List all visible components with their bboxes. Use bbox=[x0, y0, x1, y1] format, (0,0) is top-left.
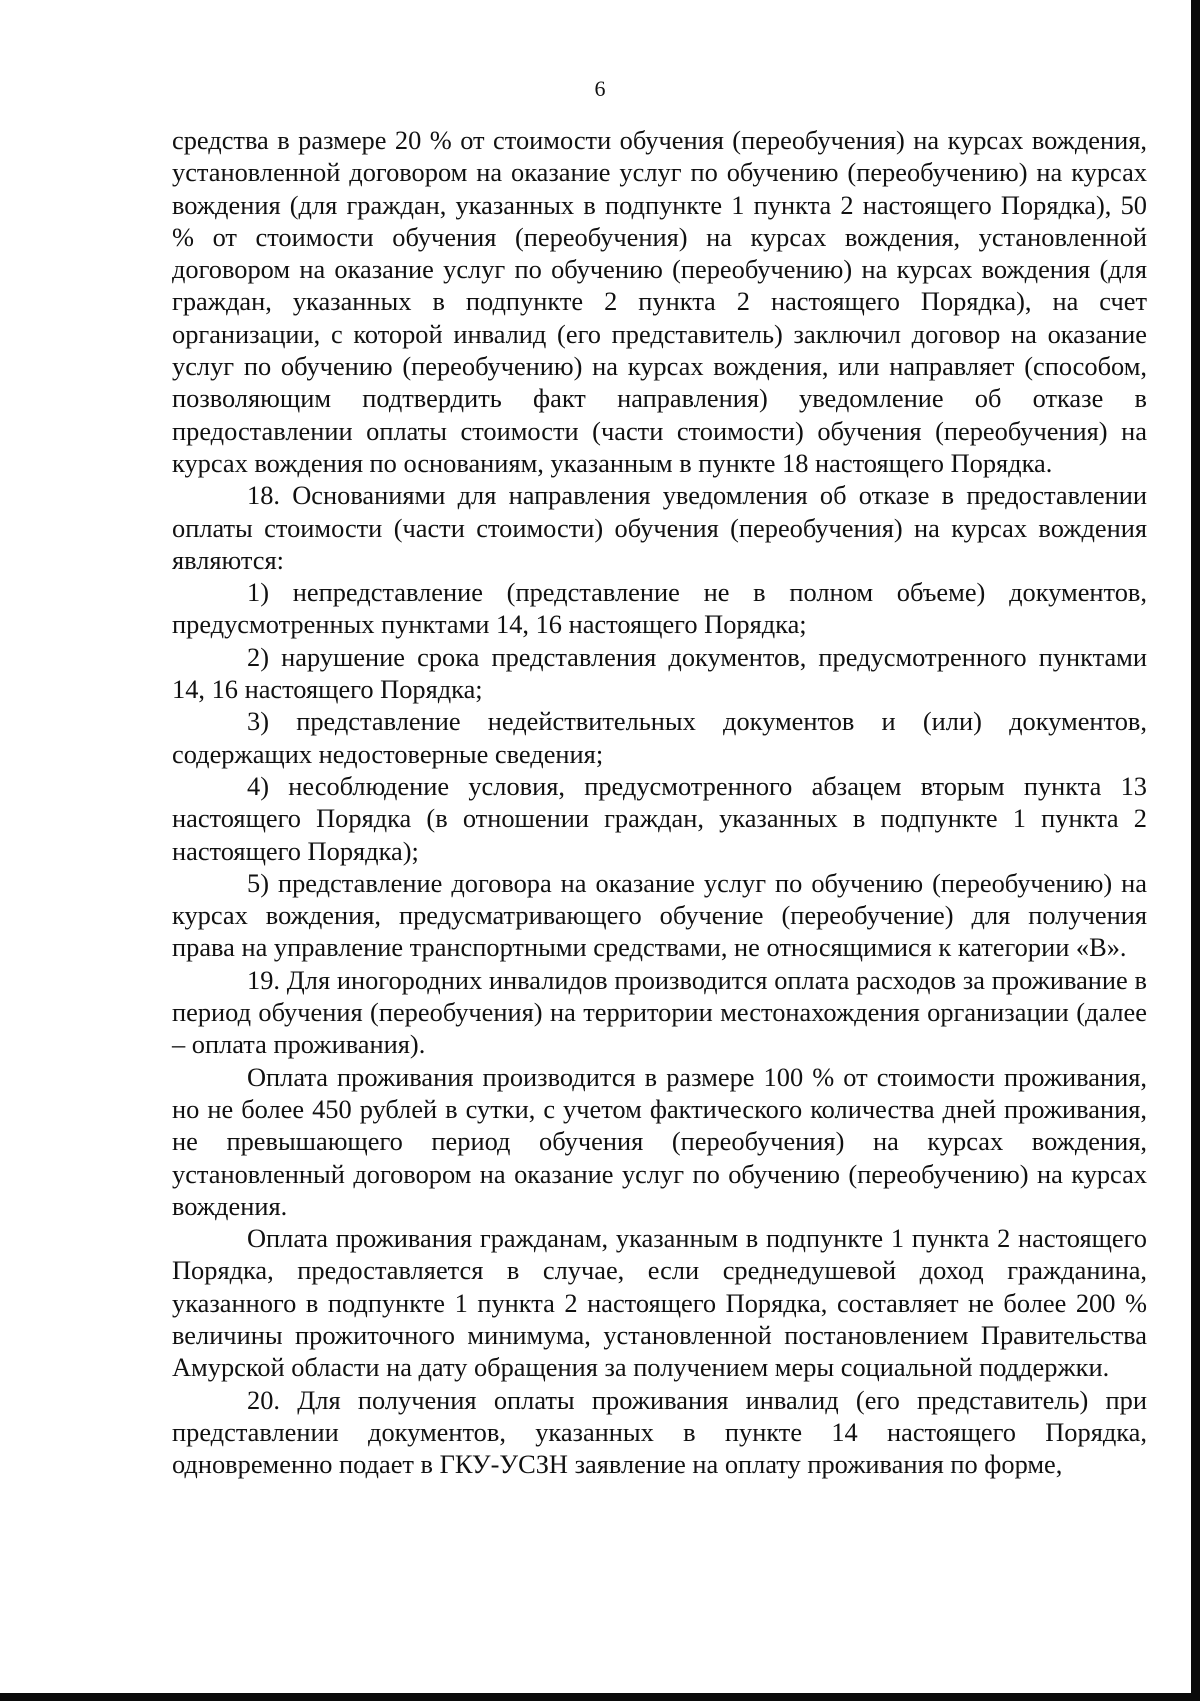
paragraph-accommodation-condition: Оплата проживания гражданам, указанным в подпункте 1 пункта 2 настоящего Порядка, предоставляется в случае, если среднедушевой доход гражданина, указанного в подпункте 1 пункта 2 настоящего Порядка, составляет не более 200 % величины прожиточного минимума, установленной постановлением Правительства Амурской области на дату обращения за получением меры социальной поддержки. bbox=[172, 1223, 1147, 1383]
paragraph-item-18: 18. Основаниями для направления уведомления об отказе в предоставлении оплаты стоимости (части стоимости) обучения (переобучения) на курсах вождения являются: bbox=[172, 480, 1147, 575]
list-item-4: 4) несоблюдение условия, предусмотренного абзацем вторым пункта 13 настоящего Порядка (в отношении граждан, указанных в подпункте 1 пункта 2 настоящего Порядка); bbox=[172, 770, 1147, 866]
scan-border-right bbox=[1191, 0, 1200, 1701]
paragraph-accommodation-amount: Оплата проживания производится в размере 100 % от стоимости проживания, но не более 450 рублей в сутки, с учетом фактического количества дней проживания, не превышающего период обучения (переобучения) на курсах вождения, установленный договором на оказание услуг по обучению (переобучению) на курсах вождения. bbox=[172, 1061, 1147, 1221]
paragraph-item-20: 20. Для получения оплаты проживания инвалид (его представитель) при представлении документов, указанных в пункте 14 настоящего Порядка, одновременно подает в ГКУ-УСЗН заявление на оплату проживания по форме, bbox=[172, 1384, 1147, 1480]
paragraph-item-19: 19. Для иногородних инвалидов производится оплата расходов за проживание в период обучения (переобучения) на территории местонахождения организации (далее – оплата проживания). bbox=[172, 964, 1147, 1060]
page-number: 6 bbox=[594, 76, 606, 101]
document-body bbox=[172, 124, 1147, 1480]
list-item-3: 3) представление недействительных документов и (или) документов, содержащих недостоверные сведения; bbox=[172, 706, 1147, 769]
scan-border-bottom bbox=[0, 1693, 1200, 1701]
list-item-5: 5) представление договора на оказание услуг по обучению (переобучению) на курсах вождения, предусматривающего обучение (переобучение) для получения права на управление транспортными средствами, не относящимися к категории «В». bbox=[172, 867, 1147, 963]
paragraph-continuation: средства в размере 20 % от стоимости обучения (переобучения) на курсах вождения, установленной договором на оказание услуг по обучению (переобучению) на курсах вождения (для граждан, указанных в подпункте 1 пункта 2 настоящего Порядка), 50 % от стоимости обучения (переобучения) на курсах вождения, установленной договором на оказание услуг по обучению (переобучению) на курсах вождения (для граждан, указанных в подпункте 2 пункта 2 настоящего Порядка), на счет организации, с которой инвалид (его представитель) заключил договор на оказание услуг по обучению (переобучению) на курсах вождения, или направляет (способом, позволяющим подтвердить факт направления) уведомление об отказе в предоставлении оплаты стоимости (части стоимости) обучения (переобучения) на курсах вождения по основаниям, указанным в пункте 18 настоящего Порядка. bbox=[172, 125, 1147, 478]
list-item-2: 2) нарушение срока представления документов, предусмотренного пунктами 14, 16 настоящего Порядка; bbox=[172, 641, 1147, 705]
list-item-1: 1) непредставление (представление не в полном объеме) документов, предусмотренных пунктами 14, 16 настоящего Порядка; bbox=[172, 577, 1147, 640]
